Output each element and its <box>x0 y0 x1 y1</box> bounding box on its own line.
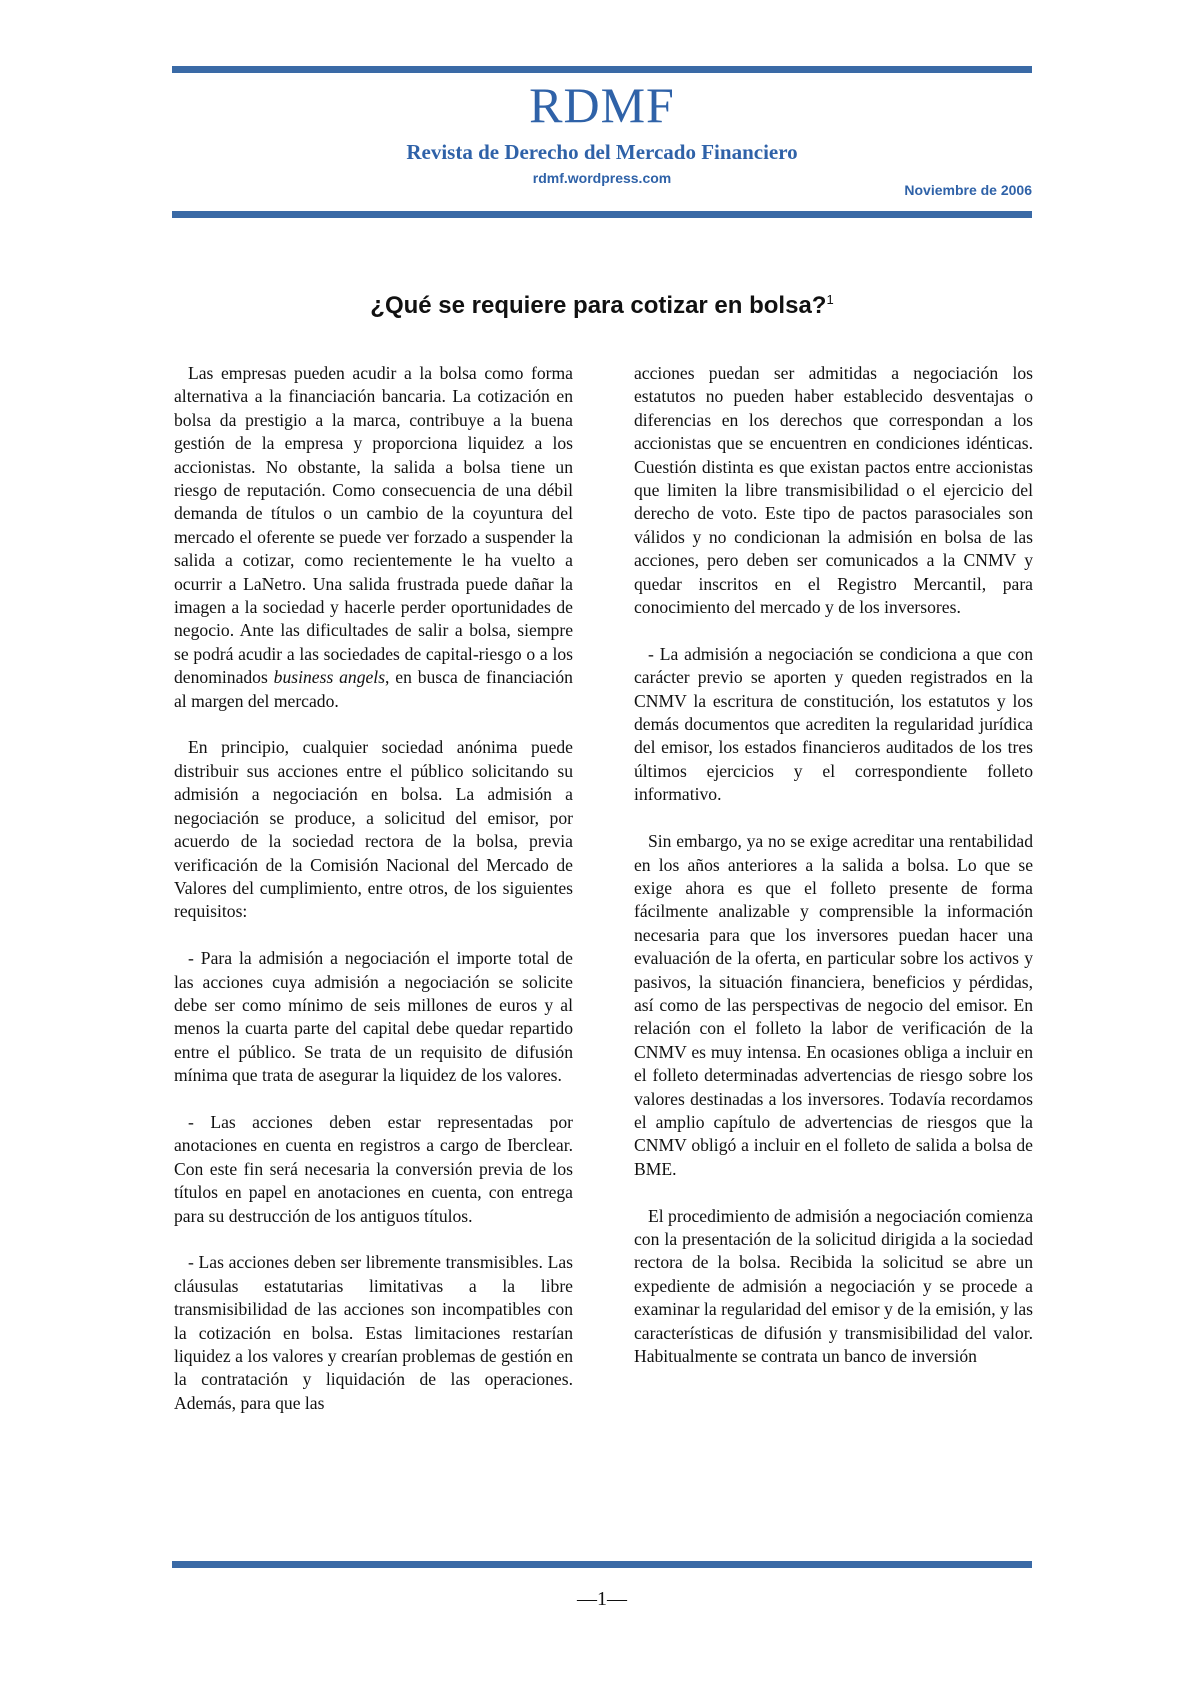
paragraph: - La admisión a negociación se condiciona a que con carácter previo se aporten y queden registrados en la CNMV la escritura de constitución, los estatutos y los demás documentos que acrediten la regularidad jurídica del emisor, los estados financieros auditados de los tres últimos ejercicios y el correspondiente folleto informativo. <box>634 643 1033 805</box>
journal-website-link[interactable]: rdmf.wordpress.com <box>532 170 672 186</box>
masthead <box>172 76 1032 186</box>
article-title-text: ¿Qué se requiere para cotizar en bolsa? <box>370 292 827 319</box>
paragraph: El procedimiento de admisión a negociación comienza con la presentación de la solicitud dirigida a la sociedad rectora de la bolsa. Recibida la solicitud se abre un expediente de admisión a negociación y se procede a examinar la regularidad del emisor y de la emisión, y las características de difusión y transmisibilidad del valor. Habitualmente se contrata un banco de inversión <box>634 1205 1033 1367</box>
page-number: —1— <box>577 1588 627 1610</box>
journal-subtitle: Revista de Derecho del Mercado Financiero <box>406 140 798 164</box>
right-column <box>634 362 1033 1392</box>
footer-rule <box>172 1561 1032 1568</box>
issue-date: Noviembre de 2006 <box>904 182 1032 198</box>
paragraph: Sin embargo, ya no se exige acreditar una rentabilidad en los años anteriores a la salida a bolsa. Lo que se exige ahora es que el folleto presente de forma fácilmente analizable y comprensible la información necesaria para que los inversores puedan hacer una evaluación de la oferta, en particular sobre los activos y pasivos, la situación financiera, beneficios y pérdidas, así como de las perspectivas de negocio del emisor. En relación con el folleto la labor de verificación de la CNMV es muy intensa. En ocasiones obliga a incluir en el folleto determinadas advertencias de riesgo sobre los valores destinadas a los inversores. Todavía recordamos el amplio capítulo de advertencias de riesgos que la CNMV obligó a incluir en el folleto de salida a bolsa de BME. <box>634 831 1033 1179</box>
header-bottom-rule <box>172 211 1032 218</box>
paragraph: - Para la admisión a negociación el importe total de las acciones cuya admisión a negociación se solicite debe ser como mínimo de seis millones de euros y al menos la cuarta parte del capital debe quedar repartido entre el público. Se trata de un requisito de difusión mínima que trata de asegurar la liquidez de los valores. <box>174 948 573 1086</box>
journal-logo: RDMF <box>529 77 675 133</box>
paragraph-text: Las empresas pueden acudir a la bolsa como forma alternativa a la financiación bancaria. La cotización en bolsa da prestigio a la marca, contribuye a la buena gestión de la empresa y proporciona liquidez a los accionistas. No obstante, la salida a bolsa tiene un riesgo de reputación. Como consecuencia de una débil demanda de títulos o un cambio de la coyuntura del mercado el oferente se puede ver forzado a suspender la salida a cotizar, como recientemente le ha vuelto a ocurrir a LaNetro. Una salida frustrada puede dañar la imagen a la sociedad y hacerle perder oportunidades de negocio. Ante las dificultades de salir a bolsa, siempre se podrá acudir a las sociedades de capital-riesgo o a los denominados <box>174 363 573 688</box>
paragraph: acciones puedan ser admitidas a negociación los estatutos no pueden haber establecido desventajas o diferencias en los derechos que correspondan a los accionistas que se encuentren en condiciones idénticas. Cuestión distinta es que existan pactos entre accionistas que limiten la libre transmisibilidad o el ejercicio del derecho de voto. Este tipo de pactos parasociales son válidos y no condicionan la admisión en bolsa de las acciones, pero deben ser comunicados a la CNMV y quedar inscritos en el Registro Mercantil, para conocimiento del mercado y de los inversores. <box>634 363 1033 618</box>
paragraph-text: , en busca de financiación al margen del mercado. <box>174 667 573 711</box>
footnote-marker[interactable]: 1 <box>826 292 834 307</box>
paragraph: - Las acciones deben ser libremente transmisibles. Las cláusulas estatutarias limitativas a la libre transmisibilidad de las acciones son incompatibles con la cotización en bolsa. Estas limitaciones restarían liquidez a los valores y crearían problemas de gestión en la contratación y liquidación de las operaciones. Además, para que las <box>174 1252 573 1413</box>
paragraph <box>174 362 573 713</box>
article-title <box>172 292 1032 320</box>
paragraph: En principio, cualquier sociedad anónima puede distribuir sus acciones entre el público solicitando su admisión a negociación en bolsa. La admisión a negociación se produce, a solicitud del emisor, por acuerdo de la sociedad rectora de la bolsa, previa verificación de la Comisión Nacional del Mercado de Valores del cumplimiento, entre otros, de los siguientes requisitos: <box>174 737 573 922</box>
paragraph: - Las acciones deben estar representadas por anotaciones en cuenta en registros a cargo de Iberclear. Con este fin será necesaria la conversión previa de los títulos en papel en anotaciones en cuenta, con entrega para su destrucción de los antiguos títulos. <box>174 1111 573 1226</box>
header-top-rule <box>172 66 1032 73</box>
left-column <box>174 362 573 1439</box>
italic-term: business angels <box>273 667 386 688</box>
